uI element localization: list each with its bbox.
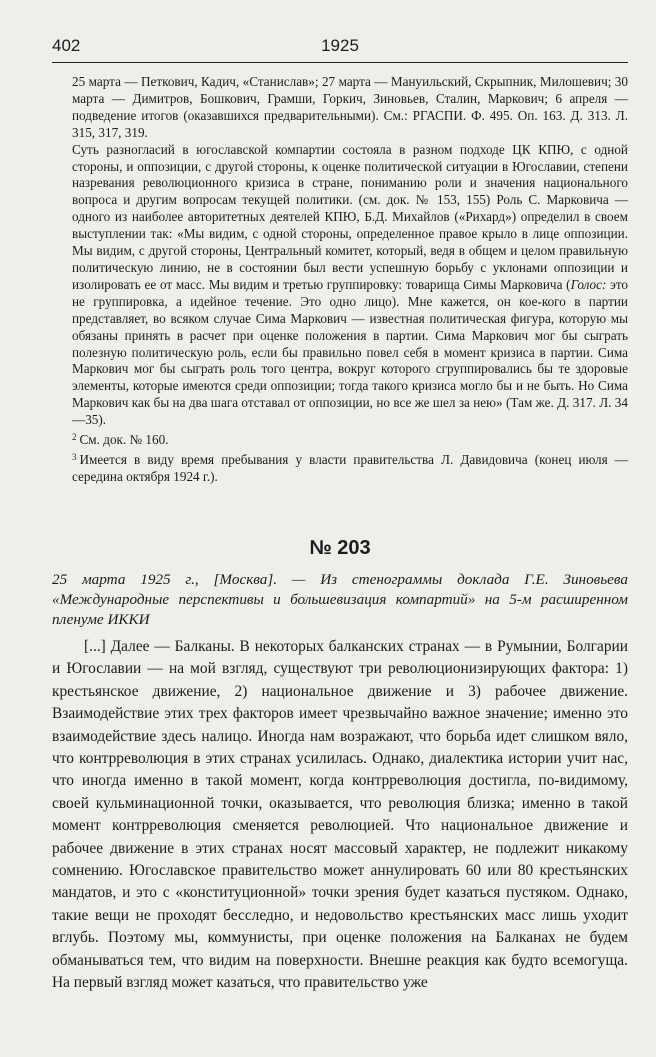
page-header bbox=[52, 36, 628, 63]
footnote-3-text: Имеется в виду время пребывания у власти правительства Л. Давидовича (конец июля — середина октября 1924 г.). bbox=[72, 451, 628, 484]
document-heading: 25 марта 1925 г., [Москва]. — Из стенограммы доклада Г.Е. Зиновьева «Международные перспективы и большевизация компартий» на 5-м расширенном пленуме ИККИ bbox=[52, 571, 628, 628]
note-paragraph-2-head: Суть разногласий в югославской компартии состояла в разном подходе ЦК КПЮ, с одной стороны, и оппозиции, с другой стороны, к оценке политической ситуации в Югославии, степени назревания революционного кризиса в стране, пониманию роли и значения национального вопроса и другим вопросам текущей политики. (см. док. № 153, 155) Роль С. Марковича — одного из наиболее авторитетных деятелей КПЮ, Б.Д. Михайлов («Рихард») определил в своем выступлении так: «Мы видим, с одной стороны, определенное правое крыло в лице оппозиции. Мы видим, с другой стороны, Центральный комитет, который, ведя в общем и целом правильную политическую линию, не в состоянии был вести успешную борьбу с уклонами оппозиции и изолировать ее от масс. Мы видим и третью группировку: товарища Симы Марковича ( bbox=[72, 141, 628, 292]
running-head-year: 1925 bbox=[321, 36, 359, 55]
footnote-3 bbox=[72, 449, 628, 486]
footnote-2-marker: 2 bbox=[72, 432, 77, 443]
body-paragraph: [...] Далее — Балканы. В некоторых балканских странах — в Румынии, Болгарии и Югославии — на мой взгляд, существуют три революционизирующих фактора: 1) крестьянское движение, 2) национальное движение и 3) рабочее движение. Взаимодействие этих трех факторов имеет чрезвычайно важное значение; именно это взаимодействие здесь налицо. Иногда нам возражают, что борьба идет слишком вяло, что контрреволюция в этих странах усилилась. Однако, диалектика истории учит нас, что иногда именно в такой момент, когда контрреволюция достигла, по-видимому, своей кульминационной точки, оказывается, что революция близка; именно в такой момент контрреволюция сменяется революцией. Что национальное движение и рабочее движение в этих странах носят массовый характер, не подлежит никакому сомнению. Югославское правительство может аннулировать 60 или 80 крестьянских мандатов, и это с «конституционной» точки зрения будет казаться пустяком. Однако, такие вещи не проходят бесследно, и недовольство крестьянских масс лишь уходит вглубь. Поэтому мы, коммунисты, при оценке положения на Балканах не будем обманываться тем, что видим на поверхности. Внешне реакция как будто всемогуща. На первый взгляд может казаться, что правительство уже bbox=[52, 638, 628, 992]
footnote-3-marker: 3 bbox=[72, 451, 77, 462]
note-continued-paragraph-1: 25 марта — Петкович, Кадич, «Станислав»; 27 марта — Мануильский, Скрыпник, Милошевич; 30 марта — Димитров, Бошкович, Грамши, Горкич, Зиновьев, Сталин, Маркович; 6 апреля — подведение итогов (оказавшихся предварительными). См.: РГАСПИ. Ф. 495. Оп. 163. Д. 313. Л. 315, 317, 319. bbox=[72, 74, 628, 140]
footnote-2-text: См. док. № 160. bbox=[79, 432, 169, 448]
document-number: № 203 bbox=[309, 537, 371, 559]
voice-label: Голос: bbox=[570, 276, 607, 292]
note-paragraph-2-tail: это не группировка, а идейное течение. Это одно лицо). Мне кажется, он кое-кого в партии представляет, во всяком случае Сима Маркович — известная политическая фигура, которую мы обязаны принять в расчет при оценке положения в партии. Сима Маркович мог бы сыграть полезную политическую роль, если бы правильно повел себя в момент кризиса в партии. Сима Маркович мог бы сыграть роль того центра, вокруг которого сгруппировались бы те здоровые элементы, которые имеются среди оппозиции; тогда такого кризиса могло бы и не быть. Но Сима Маркович как бы на два шага отставал от оппозиции, но все же шел за нею» (Там же. Д. 317. Л. 34—35). bbox=[72, 276, 628, 428]
footnote-2 bbox=[72, 429, 628, 449]
document-body bbox=[52, 636, 628, 995]
note-continued-paragraph-2 bbox=[72, 142, 628, 429]
notes-section bbox=[72, 74, 628, 486]
page-number: 402 bbox=[52, 36, 81, 55]
